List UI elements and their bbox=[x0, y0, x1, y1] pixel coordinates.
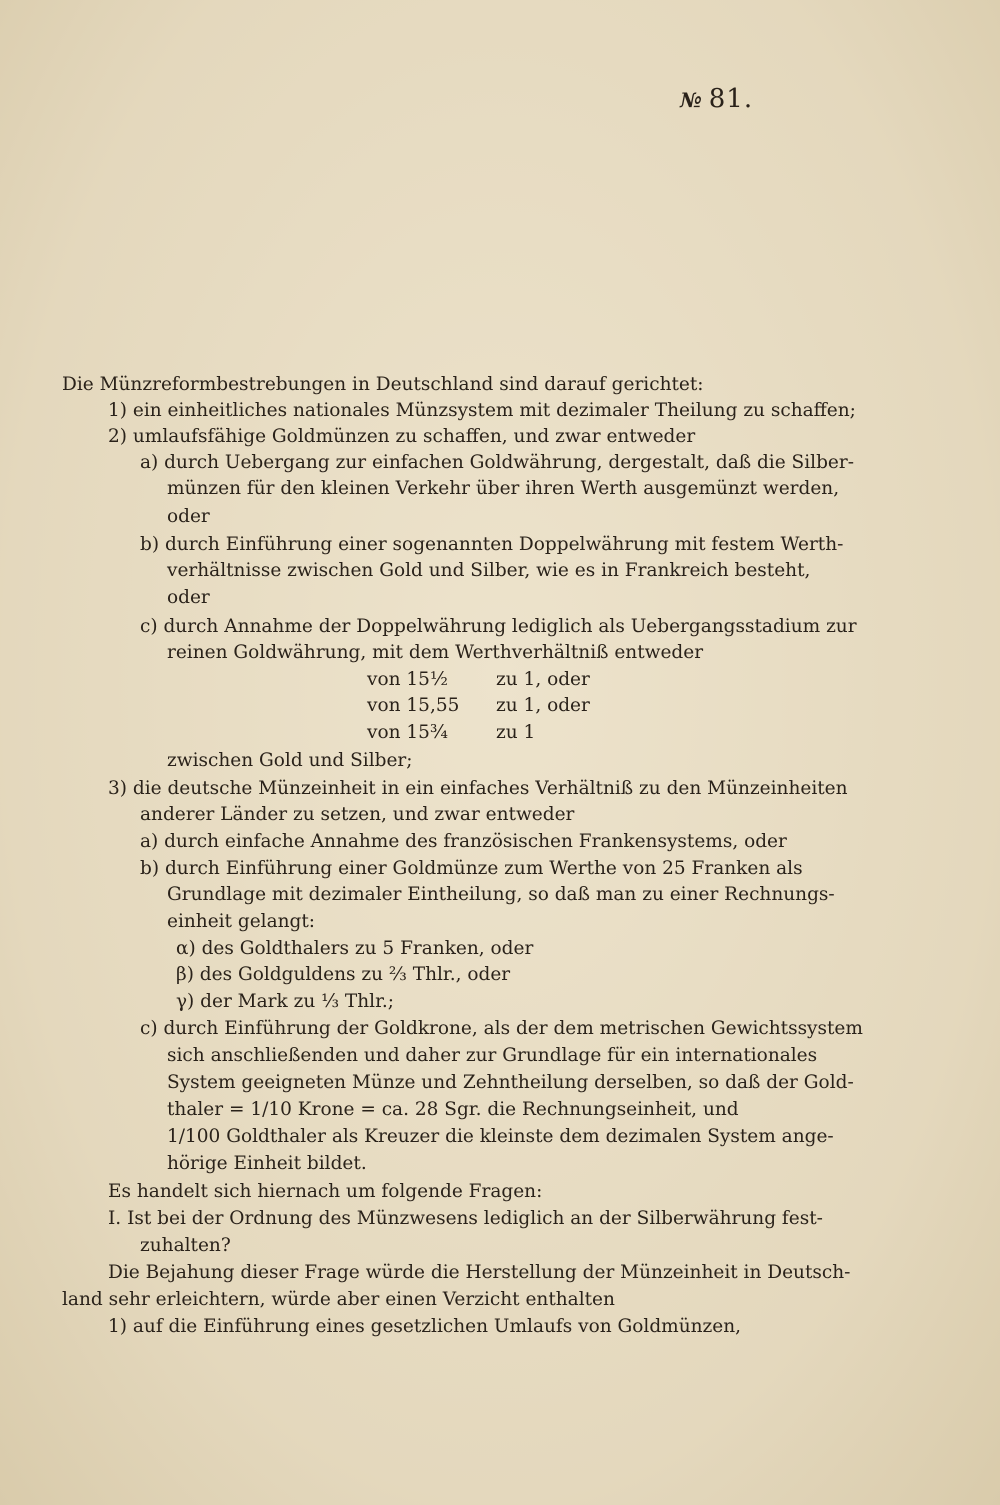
text-line: α) des Goldthalers zu 5 Franken, oder bbox=[176, 938, 534, 959]
ratio-prefix: von bbox=[367, 695, 401, 716]
ratio-prefix: von bbox=[367, 722, 401, 743]
text-line: I. Ist bei der Ordnung des Münzwesens lediglich an der Silberwährung fest- bbox=[108, 1208, 823, 1229]
text-line: 1) auf die Einführung eines gesetzlichen Umlaufs von Goldmünzen, bbox=[108, 1316, 742, 1337]
text-line: hörige Einheit bildet. bbox=[167, 1153, 367, 1174]
ratio-value: 15,55 bbox=[406, 695, 460, 716]
ratio-line bbox=[367, 720, 535, 746]
text-line: System geeigneten Münze und Zehntheilung derselben, so daß der Gold- bbox=[167, 1072, 854, 1093]
page-number-value: 81. bbox=[708, 84, 754, 114]
text-line: a) durch einfache Annahme des französischen Frankensystems, oder bbox=[140, 831, 787, 852]
text-line: oder bbox=[167, 587, 210, 608]
ratio-prefix: von bbox=[367, 669, 401, 690]
text-line: zuhalten? bbox=[140, 1235, 231, 1256]
number-sign: № bbox=[680, 88, 703, 112]
text-line: 1/100 Goldthaler als Kreuzer die kleinste dem dezimalen System ange- bbox=[167, 1126, 834, 1147]
text-line: b) durch Einführung einer Goldmünze zum Werthe von 25 Franken als bbox=[140, 858, 803, 879]
text-line: 1) ein einheitliches nationales Münzsystem mit dezimaler Theilung zu schaffen; bbox=[108, 400, 856, 421]
text-line: verhältnisse zwischen Gold und Silber, wie es in Frankreich besteht, bbox=[167, 560, 811, 581]
ratio-suffix: zu 1, oder bbox=[496, 695, 590, 716]
page-number bbox=[680, 84, 753, 114]
text-line: 3) die deutsche Münzeinheit in ein einfaches Verhältniß zu den Münzeinheiten bbox=[108, 778, 848, 799]
ratio-value: 15½ bbox=[406, 669, 448, 690]
text-line: c) durch Einführung der Goldkrone, als der dem metrischen Gewichtssystem bbox=[140, 1018, 863, 1039]
text-line: reinen Goldwährung, mit dem Werthverhältniß entweder bbox=[167, 642, 704, 663]
text-line: γ) der Mark zu ⅓ Thlr.; bbox=[176, 991, 395, 1012]
ratio-line bbox=[367, 667, 590, 693]
text-line: c) durch Annahme der Doppelwährung lediglich als Uebergangsstadium zur bbox=[140, 616, 857, 637]
ratio-suffix: zu 1 bbox=[496, 722, 536, 743]
ratio-line bbox=[367, 693, 590, 719]
ratio-value: 15¾ bbox=[406, 722, 448, 743]
text-line: b) durch Einführung einer sogenannten Doppelwährung mit festem Werth- bbox=[140, 534, 844, 555]
text-line: anderer Länder zu setzen, und zwar entweder bbox=[140, 804, 575, 825]
text-line: thaler = 1/10 Krone = ca. 28 Sgr. die Rechnungseinheit, und bbox=[167, 1099, 739, 1120]
text-line: einheit gelangt: bbox=[167, 911, 316, 932]
text-line: β) des Goldguldens zu ⅔ Thlr., oder bbox=[176, 964, 511, 985]
text-line: münzen für den kleinen Verkehr über ihren Werth ausgemünzt werden, bbox=[167, 478, 840, 499]
text-line: Die Bejahung dieser Frage würde die Herstellung der Münzeinheit in Deutsch- bbox=[108, 1262, 851, 1283]
text-line: oder bbox=[167, 506, 210, 527]
text-line: 2) umlaufsfähige Goldmünzen zu schaffen, und zwar entweder bbox=[108, 426, 696, 447]
text-line: land sehr erleichtern, würde aber einen Verzicht enthalten bbox=[62, 1289, 615, 1310]
text-line: Es handelt sich hiernach um folgende Fragen: bbox=[108, 1181, 543, 1202]
text-line: zwischen Gold und Silber; bbox=[167, 750, 413, 771]
text-line: Die Münzreformbestrebungen in Deutschland sind darauf gerichtet: bbox=[62, 374, 704, 395]
ratio-suffix: zu 1, oder bbox=[496, 669, 590, 690]
text-line: sich anschließenden und daher zur Grundlage für ein internationales bbox=[167, 1045, 818, 1066]
text-line: a) durch Uebergang zur einfachen Goldwährung, dergestalt, daß die Silber- bbox=[140, 452, 854, 473]
text-line: Grundlage mit dezimaler Eintheilung, so daß man zu einer Rechnungs- bbox=[167, 884, 835, 905]
